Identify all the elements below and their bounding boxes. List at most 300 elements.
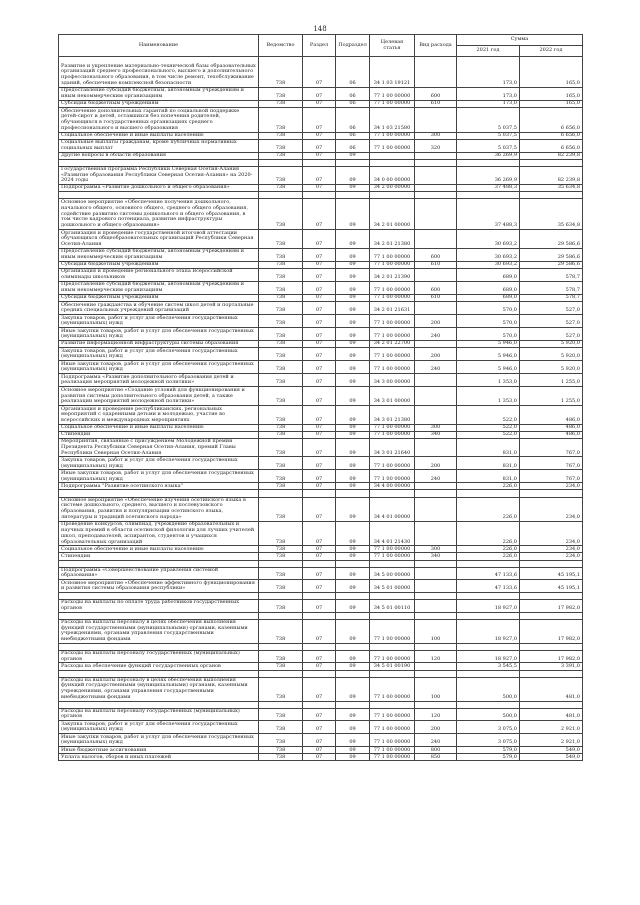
row-value-2022 [520, 593, 583, 600]
row-subsection: 09 [336, 457, 370, 470]
row-target-article: 77 1 00 00000 [370, 139, 415, 152]
row-subsection: 09 [336, 348, 370, 361]
table-row [59, 721, 583, 734]
row-section: 07 [303, 132, 336, 139]
row-value-2022: 578,7 [520, 294, 583, 301]
row-value-2021: 18 927,0 [457, 619, 520, 643]
row-department: 738 [259, 580, 303, 593]
row-subsection: 09 [336, 387, 370, 406]
row-target-article: 77 1 00 00000 [370, 315, 415, 328]
row-subsection: 09 [336, 294, 370, 301]
row-expense-type [415, 560, 457, 567]
row-target-article: 77 1 00 00000 [370, 361, 415, 374]
row-section: 07 [303, 229, 336, 248]
row-value-2021: 226,0 [457, 546, 520, 553]
row-value-2021: 522,0 [457, 432, 520, 439]
row-section: 07 [303, 387, 336, 406]
row-value-2021: 226,0 [457, 521, 520, 546]
row-expense-type: 200 [415, 721, 457, 734]
row-department [259, 701, 303, 708]
row-subsection: 09 [336, 328, 370, 341]
row-department: 738 [259, 546, 303, 553]
row-department: 738 [259, 348, 303, 361]
row-department: 738 [259, 600, 303, 613]
header-target-article: Целевая статья [370, 35, 415, 57]
table-row [59, 553, 583, 560]
row-subsection [336, 159, 370, 166]
row-value-2022: 1 255,0 [520, 387, 583, 406]
row-subsection: 09 [336, 166, 370, 184]
row-expense-type [415, 483, 457, 490]
row-section [303, 593, 336, 600]
row-value-2022: 578,7 [520, 281, 583, 294]
row-section: 07 [303, 721, 336, 734]
row-expense-type: 610 [415, 294, 457, 301]
row-subsection [336, 490, 370, 497]
row-value-2021: 831,0 [457, 470, 520, 483]
table-row [59, 457, 583, 470]
row-value-2021: 689,0 [457, 268, 520, 281]
row-section: 07 [303, 497, 336, 521]
row-subsection: 06 [336, 132, 370, 139]
row-department: 738 [259, 302, 303, 315]
row-value-2022: 165,0 [520, 57, 583, 88]
row-value-2022: 45 195,1 [520, 580, 583, 593]
row-subsection: 09 [336, 483, 370, 490]
row-subsection [336, 643, 370, 650]
row-value-2021: 226,0 [457, 483, 520, 490]
row-section [303, 159, 336, 166]
page-number: 148 [313, 25, 327, 33]
row-subsection: 09 [336, 580, 370, 593]
row-name: Организация и проведение республиканских, региональных мероприятий с одаренными детьми и молодежью, участие во всероссийских и международных мероприятиях [59, 406, 259, 425]
row-target-article: 34 1 03 21580 [370, 107, 415, 132]
row-section: 07 [303, 248, 336, 261]
table-row [59, 361, 583, 374]
row-name: Закупка товаров, работ и услуг для обеспечения государственных (муниципальных) нужд [59, 348, 259, 361]
row-section: 07 [303, 580, 336, 593]
row-target-article: 34 5 00 00000 [370, 567, 415, 580]
table-row [59, 348, 583, 361]
row-expense-type: 120 [415, 650, 457, 663]
row-value-2021: 5 037,5 [457, 132, 520, 139]
row-value-2022: 234,0 [520, 483, 583, 490]
row-section: 07 [303, 302, 336, 315]
row-name: Расходы на обеспечение функций государственных органов [59, 663, 259, 670]
row-value-2022: 5 920,0 [520, 341, 583, 348]
row-value-2022: 481,0 [520, 677, 583, 701]
table-row [59, 229, 583, 248]
table-row [59, 268, 583, 281]
row-target-article: 77 1 00 00000 [370, 100, 415, 107]
row-expense-type: 600 [415, 281, 457, 294]
row-value-2022: 527,0 [520, 315, 583, 328]
row-expense-type [415, 580, 457, 593]
row-name: Иные закупки товаров, работ и услуг для обеспечения государственных (муниципальных) нужд [59, 734, 259, 747]
row-target-article: 34 2 01 21631 [370, 302, 415, 315]
row-target-article [370, 643, 415, 650]
row-value-2022: 29 586,6 [520, 248, 583, 261]
row-name: Организация и проведение государственной итоговой аттестации обучающихся общеобразовательных организаций Республики Северная Осетия-Алания [59, 229, 259, 248]
table-row [59, 261, 583, 268]
row-section: 07 [303, 747, 336, 754]
row-expense-type [415, 374, 457, 387]
row-expense-type: 300 [415, 132, 457, 139]
row-value-2022: 82 239,8 [520, 166, 583, 184]
row-value-2021: 226,0 [457, 553, 520, 560]
row-section: 07 [303, 281, 336, 294]
row-value-2022: 17 982,0 [520, 600, 583, 613]
row-target-article: 34 1 03 19121 [370, 57, 415, 88]
row-section: 07 [303, 139, 336, 152]
row-subsection: 09 [336, 619, 370, 643]
row-department: 738 [259, 424, 303, 431]
row-target-article: 77 1 00 00000 [370, 87, 415, 100]
row-target-article: 34 2 01 00000 [370, 199, 415, 230]
row-subsection [336, 192, 370, 199]
row-target-article: 77 1 00 00000 [370, 546, 415, 553]
row-expense-type: 610 [415, 100, 457, 107]
row-value-2021: 500,0 [457, 708, 520, 721]
row-expense-type [415, 600, 457, 613]
row-target-article [370, 490, 415, 497]
row-value-2022: 3 391,0 [520, 663, 583, 670]
row-value-2021: 522,0 [457, 406, 520, 425]
row-section: 07 [303, 261, 336, 268]
row-value-2021: 47 133,6 [457, 580, 520, 593]
row-expense-type: 340 [415, 553, 457, 560]
row-subsection: 09 [336, 199, 370, 230]
row-target-article: 77 1 00 00000 [370, 747, 415, 754]
table-row [59, 497, 583, 521]
row-value-2021: 522,0 [457, 424, 520, 431]
row-expense-type [415, 268, 457, 281]
row-target-article: 77 1 00 00000 [370, 619, 415, 643]
row-department: 738 [259, 708, 303, 721]
row-name: Основное мероприятие «Обеспечение изучения осетинского языка в системе дошкольного, среднего, высшего и послевузовского образования, развития и популяризации осетинского языка, литературы и традиций осетинского народа» [59, 497, 259, 521]
row-name: Иные закупки товаров, работ и услуг для обеспечения государственных (муниципальных) нужд [59, 361, 259, 374]
table-row [59, 100, 583, 107]
row-value-2021: 689,0 [457, 294, 520, 301]
row-department: 738 [259, 470, 303, 483]
row-department: 738 [259, 87, 303, 100]
table-row [59, 490, 583, 497]
row-value-2021: 37 488,3 [457, 199, 520, 230]
row-subsection: 09 [336, 361, 370, 374]
header-subsection: Подраздел [336, 35, 370, 57]
row-name: Проведение конкурсов, олимпиад, учреждение образовательных и научных премий в области осетинской филологии для лучших учителей школ, преподавателей, аспирантов, студентов и учащихся образовательных организаций [59, 521, 259, 546]
row-subsection: 09 [336, 553, 370, 560]
table-row [59, 470, 583, 483]
row-expense-type [415, 497, 457, 521]
table-row [59, 248, 583, 261]
row-value-2021: 3 075,0 [457, 721, 520, 734]
row-expense-type [415, 107, 457, 132]
row-section: 07 [303, 457, 336, 470]
row-value-2021: 570,0 [457, 302, 520, 315]
row-section: 07 [303, 521, 336, 546]
row-subsection: 09 [336, 152, 370, 159]
row-value-2021: 5 946,0 [457, 361, 520, 374]
row-subsection [336, 612, 370, 619]
row-value-2022 [520, 192, 583, 199]
row-target-article: 34 0 00 00000 [370, 166, 415, 184]
row-department [259, 159, 303, 166]
row-expense-type: 200 [415, 315, 457, 328]
row-department: 738 [259, 199, 303, 230]
row-name: Государственная программа Республики Северная Осетия-Алания «Развитие образования Республики Северная Осетия-Алания» на 2020-2024 годы [59, 166, 259, 184]
row-name: Социальное обеспечение и иные выплаты населению [59, 424, 259, 431]
row-subsection: 09 [336, 248, 370, 261]
row-section [303, 670, 336, 677]
row-section: 07 [303, 546, 336, 553]
row-subsection: 09 [336, 497, 370, 521]
row-name: Предоставление субсидий бюджетным, автономным учреждениям и иным некоммерческим организациям [59, 87, 259, 100]
row-department: 738 [259, 341, 303, 348]
row-value-2021 [457, 701, 520, 708]
row-subsection: 06 [336, 57, 370, 88]
row-expense-type: 340 [415, 432, 457, 439]
row-subsection: 09 [336, 432, 370, 439]
row-section: 07 [303, 374, 336, 387]
row-subsection: 09 [336, 677, 370, 701]
row-subsection [336, 701, 370, 708]
row-value-2022: 29 586,6 [520, 261, 583, 268]
row-target-article: 77 1 00 00000 [370, 261, 415, 268]
row-target-article: 34 3 01 21640 [370, 439, 415, 457]
row-subsection: 09 [336, 229, 370, 248]
row-value-2022: 549,0 [520, 747, 583, 754]
row-value-2022: 767,0 [520, 439, 583, 457]
row-target-article: 77 1 00 00000 [370, 721, 415, 734]
row-value-2021: 36 269,9 [457, 152, 520, 159]
row-target-article: 77 1 00 00000 [370, 677, 415, 701]
row-name: Социальные выплаты гражданам, кроме публичных нормативных социальных выплат [59, 139, 259, 152]
table-row [59, 567, 583, 580]
row-value-2022: 35 634,8 [520, 185, 583, 192]
row-value-2021: 570,0 [457, 315, 520, 328]
header-expense-type: Вид расхода [415, 35, 457, 57]
row-target-article: 77 1 00 00000 [370, 470, 415, 483]
row-expense-type [415, 192, 457, 199]
row-value-2022: 234,0 [520, 546, 583, 553]
row-subsection: 06 [336, 87, 370, 100]
row-value-2021: 30 693,2 [457, 248, 520, 261]
row-expense-type: 600 [415, 87, 457, 100]
row-target-article: 34 2 01 21380 [370, 229, 415, 248]
row-subsection: 09 [336, 470, 370, 483]
row-target-article: 77 1 00 00000 [370, 132, 415, 139]
row-name: Развитие информационной инфраструктуры системы образования [59, 341, 259, 348]
row-value-2021: 579,0 [457, 754, 520, 761]
row-section: 07 [303, 406, 336, 425]
row-value-2021: 5 946,0 [457, 348, 520, 361]
header-year-2021: 2021 год [457, 46, 520, 57]
row-section: 07 [303, 734, 336, 747]
table-row [59, 328, 583, 341]
row-section: 07 [303, 470, 336, 483]
row-value-2022: 486,0 [520, 432, 583, 439]
row-name: Расходы на выплаты персоналу государственных (муниципальных) органов [59, 650, 259, 663]
row-value-2022: 549,0 [520, 754, 583, 761]
row-value-2022: 6 656,0 [520, 139, 583, 152]
row-expense-type [415, 593, 457, 600]
row-expense-type [415, 229, 457, 248]
row-value-2021: 5 037,5 [457, 139, 520, 152]
row-section: 07 [303, 677, 336, 701]
row-target-article: 34 5 01 00110 [370, 600, 415, 613]
row-subsection: 09 [336, 185, 370, 192]
header-section: Раздел [303, 35, 336, 57]
row-value-2022: 578,7 [520, 268, 583, 281]
table-header [59, 35, 583, 57]
row-value-2022 [520, 643, 583, 650]
row-subsection: 09 [336, 747, 370, 754]
row-expense-type: 610 [415, 261, 457, 268]
row-target-article: 77 1 00 00000 [370, 708, 415, 721]
row-expense-type [415, 612, 457, 619]
row-subsection: 09 [336, 424, 370, 431]
row-value-2021: 30 693,2 [457, 229, 520, 248]
row-expense-type [415, 490, 457, 497]
row-expense-type [415, 185, 457, 192]
row-section: 07 [303, 439, 336, 457]
row-name: Расходы на выплаты персоналу в целях обеспечения выполнения функций государственными (муниципальными) органами, казенными учреждениями, органами управления государственными внебюджетными фондами [59, 619, 259, 643]
table-row [59, 619, 583, 643]
row-department: 738 [259, 754, 303, 761]
table-row [59, 650, 583, 663]
row-value-2021: 47 133,6 [457, 567, 520, 580]
row-name: Социальное обеспечение и иные выплаты населению [59, 546, 259, 553]
row-section: 07 [303, 600, 336, 613]
row-subsection: 09 [336, 663, 370, 670]
row-target-article: 77 1 00 00000 [370, 294, 415, 301]
row-expense-type [415, 406, 457, 425]
row-expense-type [415, 387, 457, 406]
row-value-2021: 3 075,0 [457, 734, 520, 747]
row-expense-type: 800 [415, 747, 457, 754]
row-value-2021: 36 269,9 [457, 166, 520, 184]
row-target-article: 34 3 01 00000 [370, 387, 415, 406]
row-department: 738 [259, 406, 303, 425]
row-section: 07 [303, 567, 336, 580]
row-name: Подпрограмма «Развитие дополнительного образования детей и реализация мероприятий молодежной политики» [59, 374, 259, 387]
row-value-2021: 1 353,0 [457, 387, 520, 406]
row-name: Обеспечение дополнительных гарантий по социальной поддержке детей-сирот и детей, оставшихся без попечения родителей, обучающихся в государственных организациях среднего профессионального и высшего образования [59, 107, 259, 132]
table-body [59, 57, 583, 761]
row-department: 738 [259, 248, 303, 261]
row-department: 738 [259, 361, 303, 374]
row-name: Расходы на выплаты по оплате труда работников государственных органов [59, 600, 259, 613]
row-department: 738 [259, 553, 303, 560]
row-target-article [370, 612, 415, 619]
row-subsection: 06 [336, 139, 370, 152]
row-expense-type [415, 152, 457, 159]
row-section: 07 [303, 663, 336, 670]
row-department: 738 [259, 328, 303, 341]
row-department: 738 [259, 432, 303, 439]
row-target-article [370, 670, 415, 677]
row-section [303, 560, 336, 567]
row-subsection: 09 [336, 600, 370, 613]
row-target-article: 77 1 00 00000 [370, 424, 415, 431]
table-row [59, 439, 583, 457]
row-department: 738 [259, 734, 303, 747]
row-value-2021 [457, 560, 520, 567]
row-value-2021: 5 037,5 [457, 107, 520, 132]
row-section: 07 [303, 166, 336, 184]
row-department: 738 [259, 152, 303, 159]
row-name: Субсидии бюджетным учреждениям [59, 261, 259, 268]
table-row [59, 483, 583, 490]
row-section [303, 192, 336, 199]
row-value-2021: 226,0 [457, 497, 520, 521]
row-name: Подпрограмма «Совершенствование управления системой образования» [59, 567, 259, 580]
row-name: Основное мероприятие «Создание условий для функционирования и развития системы дополнительного образования детей, а также реализации мероприятий молодежной политики» [59, 387, 259, 406]
row-target-article: 34 4 00 00000 [370, 483, 415, 490]
table-row [59, 708, 583, 721]
row-value-2022: 2 921,0 [520, 721, 583, 734]
row-name: Подпрограмма "Развитие осетинского языка" [59, 483, 259, 490]
row-department: 738 [259, 650, 303, 663]
row-name: Предоставление субсидий бюджетным, автономным учреждениям и иным некоммерческим организациям [59, 281, 259, 294]
row-department [259, 490, 303, 497]
row-value-2021: 5 946,0 [457, 341, 520, 348]
table-row [59, 600, 583, 613]
row-value-2021: 831,0 [457, 457, 520, 470]
row-section: 07 [303, 424, 336, 431]
row-value-2022: 486,0 [520, 424, 583, 431]
row-department [259, 612, 303, 619]
table-row [59, 302, 583, 315]
row-value-2022: 6 656,0 [520, 107, 583, 132]
row-expense-type: 850 [415, 754, 457, 761]
row-section: 07 [303, 57, 336, 88]
row-section: 07 [303, 185, 336, 192]
row-subsection: 09 [336, 374, 370, 387]
row-section: 07 [303, 553, 336, 560]
row-expense-type: 300 [415, 424, 457, 431]
row-target-article [370, 593, 415, 600]
row-target-article [370, 152, 415, 159]
row-value-2021: 30 693,2 [457, 261, 520, 268]
row-department [259, 643, 303, 650]
row-section: 07 [303, 754, 336, 761]
table-row [59, 294, 583, 301]
row-name: Обеспечение гражданства и обучение систем школ детей и портальные средних специальных учреждений организаций [59, 302, 259, 315]
row-department: 738 [259, 261, 303, 268]
row-expense-type [415, 670, 457, 677]
table-row [59, 57, 583, 88]
row-section: 07 [303, 315, 336, 328]
row-value-2022: 5 920,0 [520, 348, 583, 361]
row-expense-type: 600 [415, 248, 457, 261]
row-value-2021 [457, 192, 520, 199]
row-expense-type: 240 [415, 361, 457, 374]
table-row [59, 152, 583, 159]
row-value-2022: 17 982,0 [520, 619, 583, 643]
row-section: 07 [303, 294, 336, 301]
row-target-article: 34 4 01 00000 [370, 497, 415, 521]
row-target-article: 77 1 00 00000 [370, 650, 415, 663]
row-section: 07 [303, 432, 336, 439]
row-subsection: 09 [336, 261, 370, 268]
row-subsection: 09 [336, 754, 370, 761]
row-value-2021: 689,0 [457, 281, 520, 294]
table-row [59, 580, 583, 593]
row-expense-type [415, 199, 457, 230]
row-subsection: 09 [336, 708, 370, 721]
